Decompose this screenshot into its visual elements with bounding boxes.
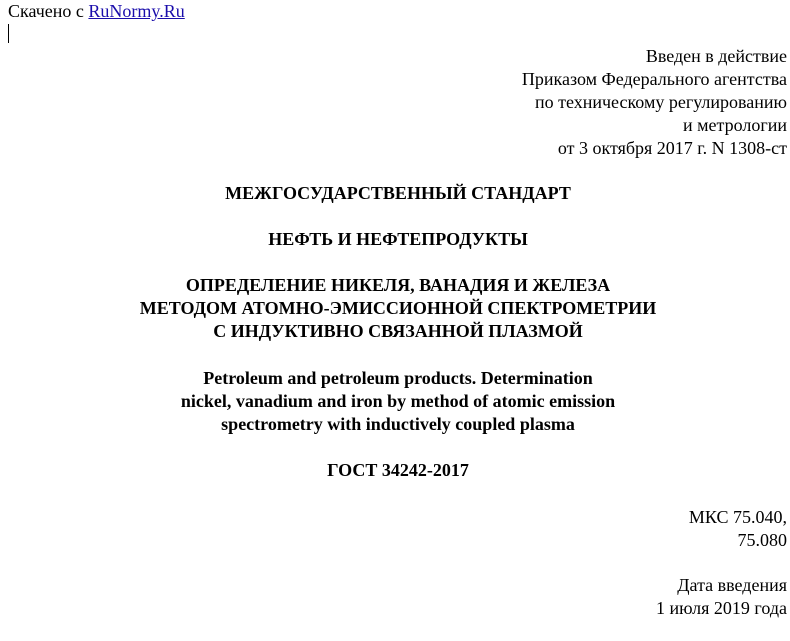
english-title-line: nickel, vanadium and iron by method of atomic emission xyxy=(180,391,616,411)
standard-type-text: МЕЖГОСУДАРСТВЕННЫЙ СТАНДАРТ xyxy=(225,183,571,203)
approval-line: от 3 октября 2017 г. N 1308-ст xyxy=(557,138,787,158)
english-title xyxy=(0,367,790,436)
standard-code xyxy=(0,459,790,482)
standard-title xyxy=(0,228,790,251)
classification-line: 75.080 xyxy=(737,530,787,550)
standard-subject xyxy=(0,274,790,343)
subject-line: ОПРЕДЕЛЕНИЕ НИКЕЛЯ, ВАНАДИЯ И ЖЕЛЕЗА xyxy=(185,275,611,295)
download-source-line xyxy=(8,0,185,23)
standard-type xyxy=(0,182,790,205)
english-title-line: Petroleum and petroleum products. Determination xyxy=(203,368,593,388)
approval-line: Приказом Федерального агентства xyxy=(521,69,787,89)
approval-line: по техническому регулированию xyxy=(534,92,787,112)
site-link[interactable]: RuNormy.Ru xyxy=(88,1,185,21)
text-cursor xyxy=(8,24,9,43)
introduction-line: Дата введения xyxy=(677,575,787,595)
classification-block xyxy=(689,506,787,552)
approval-line: Введен в действие xyxy=(645,46,787,66)
classification-line: МКС 75.040, xyxy=(688,507,787,527)
approval-block xyxy=(522,45,787,160)
standard-code-text: ГОСТ 34242-2017 xyxy=(327,460,469,480)
english-title-line: spectrometry with inductively coupled plasma xyxy=(221,414,575,434)
download-prefix: Скачено с xyxy=(8,1,89,21)
standard-title-text: НЕФТЬ И НЕФТЕПРОДУКТЫ xyxy=(268,229,528,249)
approval-line: и метрологии xyxy=(683,115,787,135)
subject-line: С ИНДУКТИВНО СВЯЗАННОЙ ПЛАЗМОЙ xyxy=(213,321,583,341)
introduction-date-block xyxy=(656,574,787,620)
subject-line: МЕТОДОМ АТОМНО-ЭМИССИОННОЙ СПЕКТРОМЕТРИИ xyxy=(139,298,657,318)
introduction-line: 1 июля 2019 года xyxy=(656,598,787,618)
